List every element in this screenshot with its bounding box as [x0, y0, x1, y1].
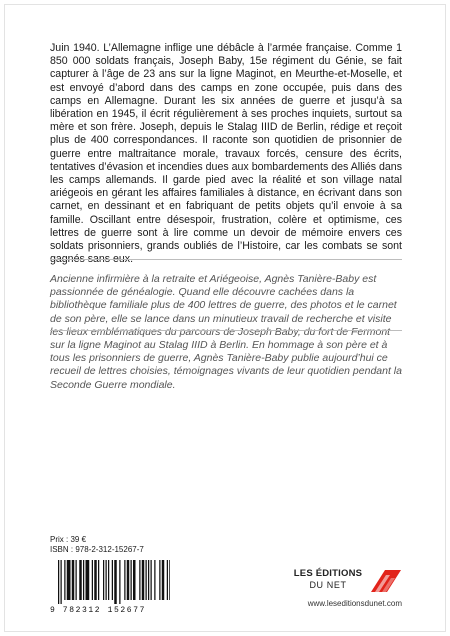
barcode-number: 9 782312 152677 — [50, 606, 147, 615]
book-summary: Juin 1940. L’Allemagne inflige une débâcle à l’armée française. Comme 1 850 000 soldats français, Joseph Baby, 15e régiment du Génie, se fait capturer à l’âge de 23 ans sur la ligne Maginot, en Meurthe-et-Moselle, et est envoyé d’abord dans des camps en zone occupée, puis dans des camps en Allemagne. Durant les six années de guerre et jusqu’à sa libération en 1945, il écrit régulièrement à ses proches inquiets, surtout sa mère et son frère. Joseph, depuis le Stalag IIID de Berlin, rédige et reçoit plus de 400 correspondances. Il raconte son quotidien de prisonnier de guerre entre maltraitance morale, travaux forcés, censure des écrits, tentatives d’évasion et incendies dues aux bombardements des Alliés dans les camps allemands. Il garde pied avec la réalité et son village natal ariégeois en gérant les affaires familiales à distance, en écrivant dans son carnet, en dessinant et en fabriquant de petits objets qu’il envoie à sa famille. Oscillant entre désespoir, frustration, colère et optimisme, ces lettres de guerre sont à lire comme un devoir de mémoire envers ces soldats prisonniers, grands oubliés de l’Histoire, car les combats se sont gagnés sans eux. — [50, 42, 402, 266]
publisher-mark-icon — [371, 570, 401, 592]
publisher-name-line1: LES ÉDITIONS — [293, 568, 363, 579]
publisher-logo — [287, 568, 403, 602]
price-label: Prix : 39 € — [50, 535, 87, 544]
isbn-label: ISBN : 978-2-312-15267-7 — [50, 545, 144, 554]
author-biography: Ancienne infirmière à la retraite et Ariégeoise, Agnès Tanière-Baby est passionnée de généalogie. Quand elle découvre cachées dans la bibliothèque familiale plus de 400 lettres de guerre, des photos et le carnet de son père, elle se lance dans un minutieux travail de recherche et visite les lieux emblématiques du parcours de Joseph Baby, du fort de Fermont sur la ligne Maginot au Stalag IIID à Berlin. En hommage à son père et à tous les prisonniers de guerre, Agnès Tanière-Baby publie aujourd’hui ce recueil de lettres choisies, témoignages vivants de leur quotidien pendant la Seconde Guerre mondiale. — [50, 273, 402, 391]
barcode — [50, 560, 176, 616]
divider-top — [50, 259, 402, 260]
publisher-name-line2: DU NET — [309, 580, 347, 590]
publisher-website: www.leseditionsdunet.com — [307, 599, 402, 608]
price-isbn-block — [50, 535, 144, 555]
barcode-bars-icon — [58, 560, 170, 604]
divider-bottom — [50, 330, 402, 331]
